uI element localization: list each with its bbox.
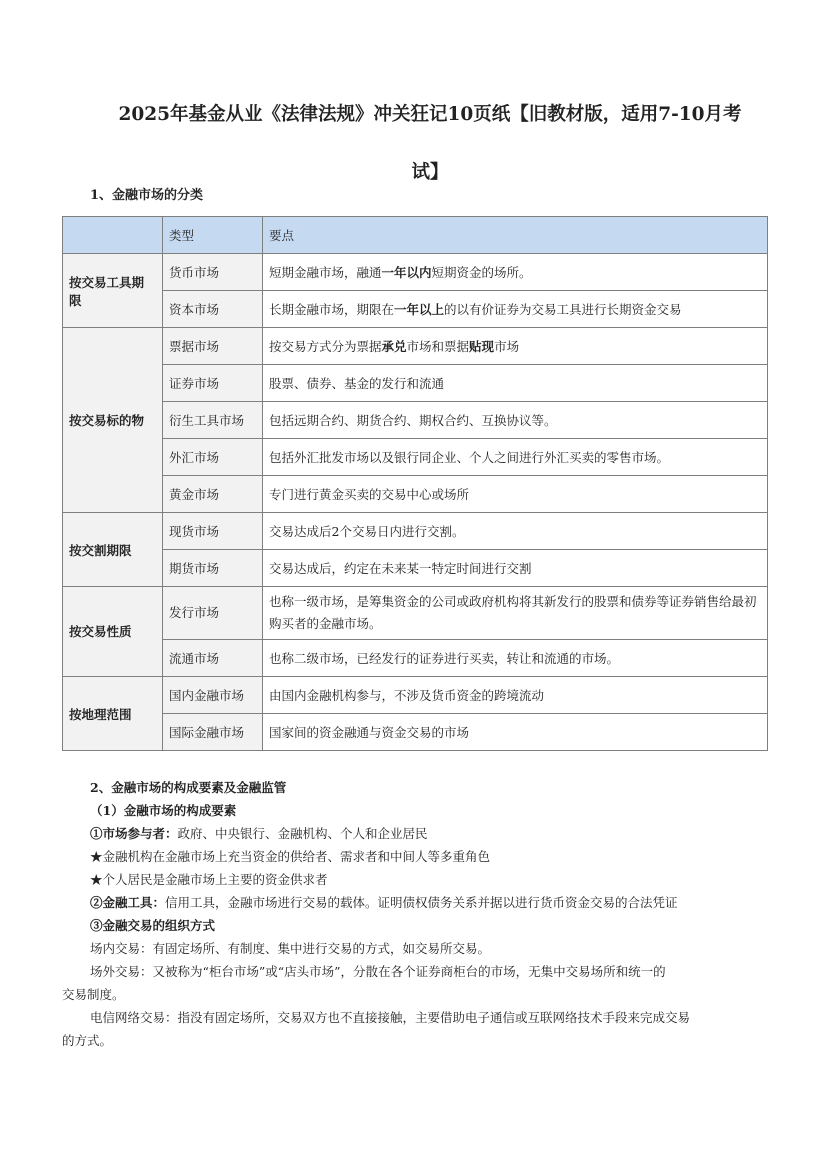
type-cell: 现货市场 <box>163 513 263 550</box>
exchange-line: 场内交易：有固定场所、有制度、集中进行交易的方式，如交易所交易。 <box>90 941 491 956</box>
point-cell: 按交易方式分为票据承兑市场和票据贴现市场 <box>263 328 768 365</box>
point-cell: 国家间的资金融通与资金交易的市场 <box>263 714 768 751</box>
title-line-2: 试】 <box>411 162 449 183</box>
type-cell: 货币市场 <box>163 254 263 291</box>
market-classification-table <box>62 216 768 751</box>
point-cell: 股票、债券、基金的发行和流通 <box>263 365 768 402</box>
tools-line: ②金融工具：信用工具，金融市场进行交易的载体。证明债权债务关系并据以进行货币资金交易的合法凭证 <box>90 895 678 910</box>
point-cell: 专门进行黄金买卖的交易中心或场所 <box>263 476 768 513</box>
table-row <box>63 291 768 328</box>
table-row <box>63 476 768 513</box>
telecom-line-2: 的方式。 <box>62 1033 113 1048</box>
header-cell-points: 要点 <box>263 217 768 254</box>
section-heading-2: 2、金融市场的构成要素及金融监管 <box>90 780 287 795</box>
table-row <box>63 550 768 587</box>
category-cell: 按交易标的物 <box>63 328 163 513</box>
subsection-heading: （1）金融市场的构成要素 <box>90 803 237 818</box>
point-cell: 短期金融市场，融通一年以内短期资金的场所。 <box>263 254 768 291</box>
type-cell: 衍生工具市场 <box>163 402 263 439</box>
table-row <box>63 402 768 439</box>
category-cell: 按交割期限 <box>63 513 163 587</box>
telecom-line-1: 电信网络交易：指没有固定场所，交易双方也不直接接触，主要借助电子通信或互联网络技术手段来完成交易 <box>90 1010 691 1025</box>
table-row <box>63 365 768 402</box>
org-heading: ③金融交易的组织方式 <box>90 918 216 933</box>
table-row <box>63 640 768 677</box>
table-row <box>63 714 768 751</box>
otc-line-1: 场外交易：又被称为“柜台市场”或“店头市场”，分散在各个证券商柜台的市场，无集中交易场所和统一的 <box>90 964 666 979</box>
table-row <box>63 328 768 365</box>
header-cell-empty <box>63 217 163 254</box>
type-cell: 资本市场 <box>163 291 263 328</box>
type-cell: 外汇市场 <box>163 439 263 476</box>
type-cell: 国际金融市场 <box>163 714 263 751</box>
table-row <box>63 439 768 476</box>
table-row <box>63 677 768 714</box>
point-cell: 包括外汇批发市场以及银行同企业、个人之间进行外汇买卖的零售市场。 <box>263 439 768 476</box>
type-cell: 发行市场 <box>163 587 263 640</box>
type-cell: 证券市场 <box>163 365 263 402</box>
point-cell: 也称二级市场，已经发行的证券进行买卖，转让和流通的市场。 <box>263 640 768 677</box>
point-cell: 交易达成后，约定在未来某一特定时间进行交割 <box>263 550 768 587</box>
table-row <box>63 587 768 640</box>
otc-line-2: 交易制度。 <box>62 987 125 1002</box>
point-cell: 长期金融市场，期限在一年以上的以有价证券为交易工具进行长期资金交易 <box>263 291 768 328</box>
type-cell: 票据市场 <box>163 328 263 365</box>
point-cell: 也称一级市场，是筹集资金的公司或政府机构将其新发行的股票和债券等证券销售给最初购买者的金融市场。 <box>263 587 768 640</box>
point-cell: 由国内金融机构参与，不涉及货币资金的跨境流动 <box>263 677 768 714</box>
type-cell: 期货市场 <box>163 550 263 587</box>
category-cell: 按交易工具期限 <box>63 254 163 328</box>
table-row <box>63 254 768 291</box>
section-heading-1: 1、金融市场的分类 <box>90 188 204 203</box>
type-cell: 黄金市场 <box>163 476 263 513</box>
star-note-1: ★金融机构在金融市场上充当资金的供给者、需求者和中间人等多重角色 <box>90 849 491 864</box>
header-cell-type: 类型 <box>163 217 263 254</box>
category-cell: 按地理范围 <box>63 677 163 751</box>
table-header-row <box>63 217 768 254</box>
title-line-1: 2025年基金从业《法律法规》冲关狂记10页纸【旧教材版，适用7-10月考 <box>118 104 742 125</box>
category-cell: 按交易性质 <box>63 587 163 677</box>
participants-line: ①市场参与者：政府、中央银行、金融机构、个人和企业居民 <box>90 826 428 841</box>
table-row <box>63 513 768 550</box>
point-cell: 交易达成后2个交易日内进行交割。 <box>263 513 768 550</box>
point-cell: 包括远期合约、期货合约、期权合约、互换协议等。 <box>263 402 768 439</box>
type-cell: 流通市场 <box>163 640 263 677</box>
type-cell: 国内金融市场 <box>163 677 263 714</box>
star-note-2: ★个人居民是金融市场上主要的资金供求者 <box>90 872 328 887</box>
